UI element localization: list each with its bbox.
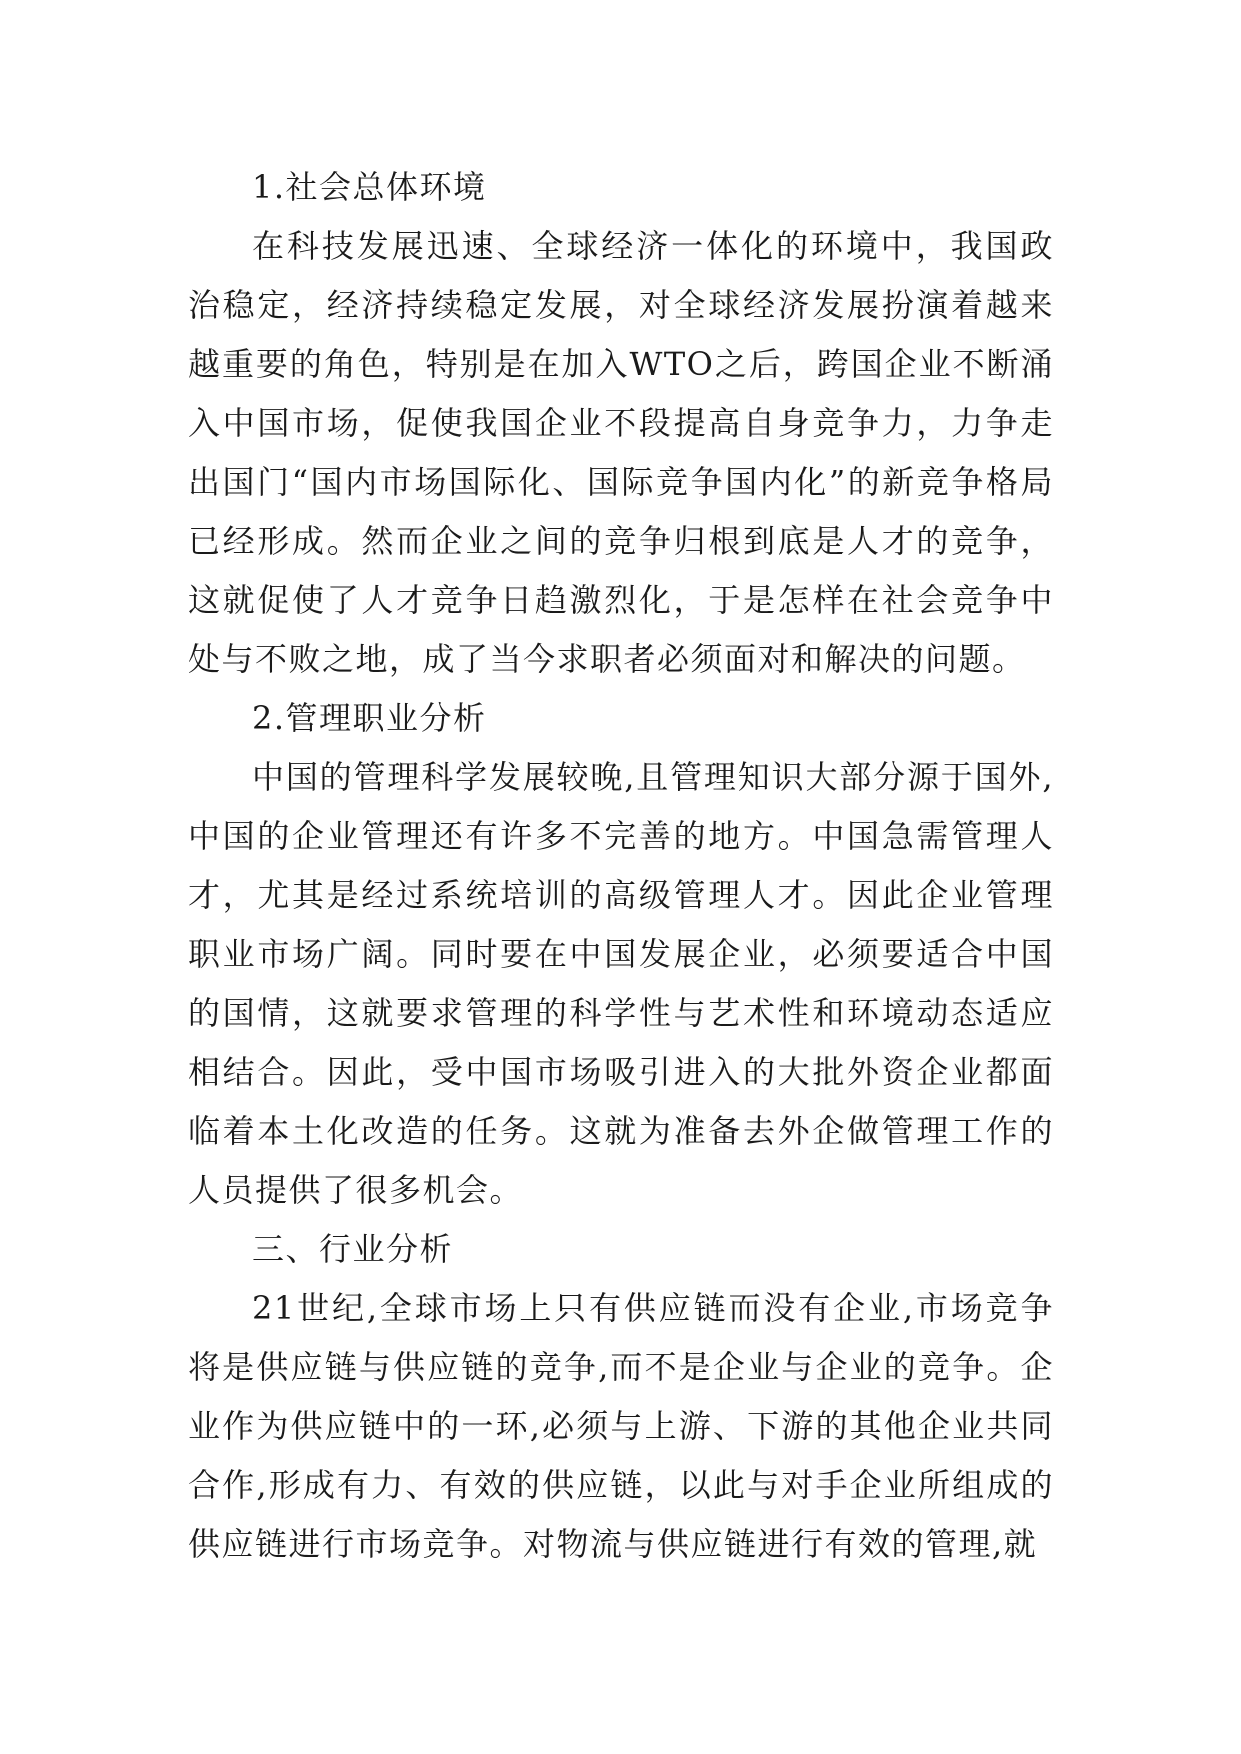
- paragraph-social-environment: 在科技发展迅速、全球经济一体化的环境中，我国政治稳定，经济持续稳定发展，对全球经济发展扮演着越来越重要的角色，特别是在加入WTO之后，跨国企业不断涌入中国市场，促使我国企业不段提高自身竞争力，力争走出国门“国内市场国际化、国际竞争国内化”的新竞争格局已经形成。然而企业之间的竞争归根到底是人才的竞争，这就促使了人才竞争日趋激烈化，于是怎样在社会竞争中处与不败之地，成了当今求职者必须面对和解决的问题。: [188, 227, 1054, 678]
- section-heading-social-environment: 1.社会总体环境: [252, 168, 487, 206]
- paragraph-management-career: 中国的管理科学发展较晚,且管理知识大部分源于国外,中国的企业管理还有许多不完善的地方。中国急需管理人才，尤其是经过系统培训的高级管理人才。因此企业管理职业市场广阔。同时要在中国发展企业，必须要适合中国的国情，这就要求管理的科学性与艺术性和环境动态适应相结合。因此，受中国市场吸引进入的大批外资企业都面临着本土化改造的任务。这就为准备去外企做管理工作的人员提供了很多机会。: [188, 758, 1054, 1209]
- document-body: [188, 158, 1054, 1574]
- section-heading-management-career: 2.管理职业分析: [252, 699, 487, 737]
- section-heading-industry-analysis: 三、行业分析: [252, 1230, 454, 1268]
- paragraph-industry-analysis: 21世纪,全球市场上只有供应链而没有企业,市场竞争将是供应链与供应链的竞争,而不是企业与企业的竞争。企业作为供应链中的一环,必须与上游、下游的其他企业共同合作,形成有力、有效的供应链，以此与对手企业所组成的供应链进行市场竞争。对物流与供应链进行有效的管理,就: [188, 1289, 1054, 1563]
